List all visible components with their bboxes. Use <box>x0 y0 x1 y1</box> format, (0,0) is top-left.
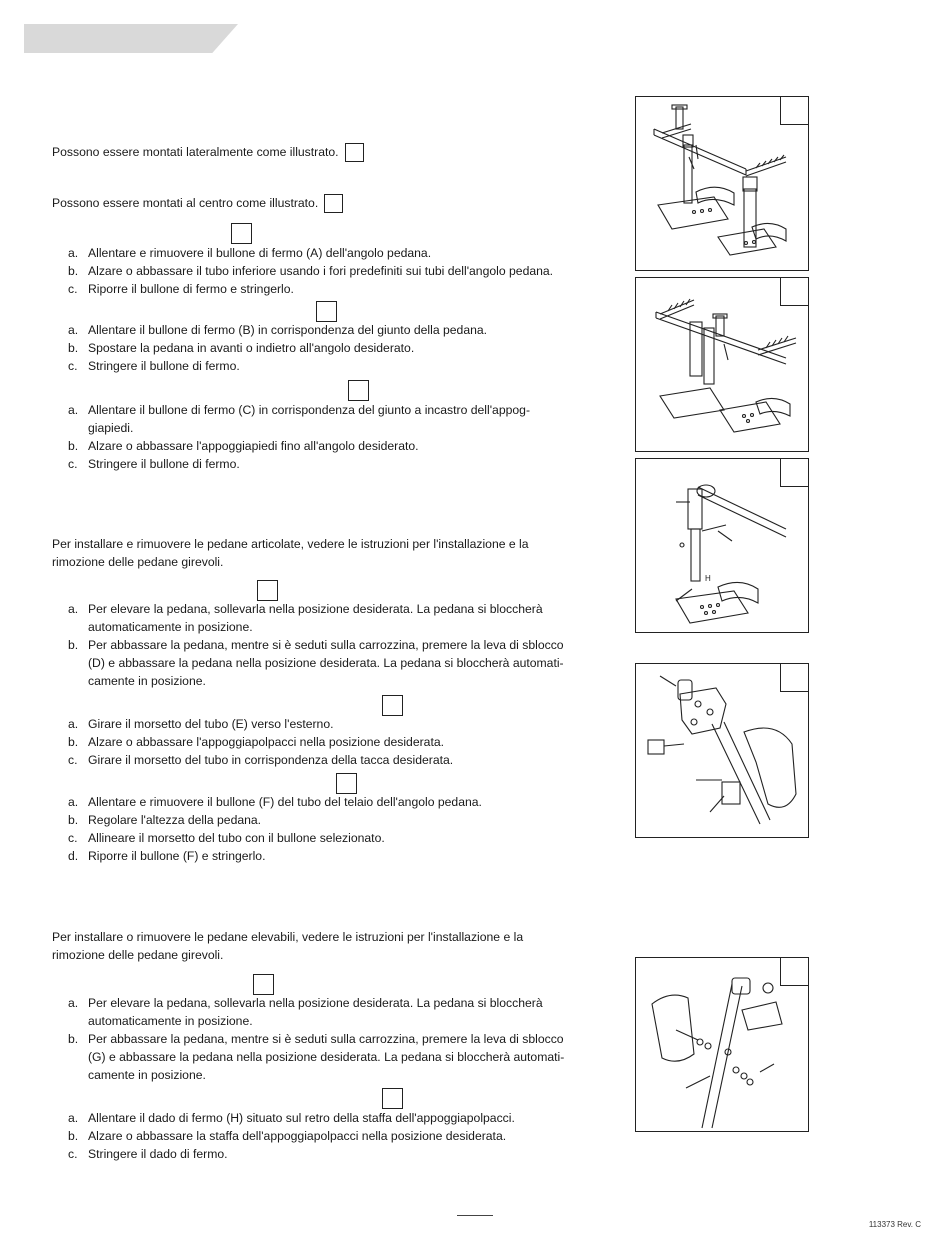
step-item: b. Alzare o abbassare l'appoggiapolpacci nella posizione desiderata. <box>68 735 445 749</box>
step-item: c. Stringere il dado di fermo. <box>68 1147 228 1161</box>
figure-ref-box <box>253 974 274 995</box>
step-item: c. Allineare il morsetto del tubo con il bullone selezionato. <box>68 831 385 845</box>
step-item: a. Allentare e rimuovere il bullone di fermo (A) dell'angolo pedana. <box>68 246 432 260</box>
callout-letter: H <box>705 574 711 583</box>
step-item: b. Alzare o abbassare la staffa dell'appoggiapolpacci nella posizione desiderata. <box>68 1129 507 1143</box>
step-item: a. Allentare il bullone di fermo (B) in corrispondenza del giunto della pedana. <box>68 323 488 337</box>
step-item: a. Per elevare la pedana, sollevarla nella posizione desiderata. La pedana si bloccherà automaticamente in posizione. <box>68 602 543 634</box>
figure-ref-box <box>345 143 364 162</box>
footrest-center-mount-illustration <box>635 277 809 452</box>
step-item: d. Riporre il bullone (F) e stringerlo. <box>68 849 266 863</box>
step-item: a. Allentare il dado di fermo (H) situato sul retro della staffa dell'appoggiapolpacci. <box>68 1111 515 1125</box>
footrest-lateral-mount-illustration <box>635 96 809 271</box>
step-item: a. Girare il morsetto del tubo (E) verso l'esterno. <box>68 717 334 731</box>
articulating-height-steps <box>68 793 482 865</box>
figure-ref-box <box>348 380 369 401</box>
page-number-rule <box>457 1215 493 1216</box>
elevating-intro: Per installare o rimuovere le pedane elevabili, vedere le istruzioni per l'installazione e la rimozione delle pedane girevoli. <box>52 930 524 962</box>
elevating-calf-steps <box>68 1109 515 1163</box>
document-code: 113373 Rev. C <box>868 1220 921 1229</box>
step-item: b. Per abbassare la pedana, mentre si è seduti sulla carrozzina, premere la leva di sblocco (D) e abbassare la pedana nella posizione desiderata. La pedana si bloccherà automati- camente in posizione. <box>68 638 564 688</box>
figure-ref-box <box>316 301 337 322</box>
step-item: b. Alzare o abbassare il tubo inferiore usando i fori predefiniti sui tubi dell'angolo pedana. <box>68 264 554 278</box>
step-item: c. Stringere il bullone di fermo. <box>68 359 240 373</box>
footrest-angle-steps <box>68 321 487 375</box>
section-header-tab <box>24 24 238 53</box>
articulating-intro: Per installare e rimuovere le pedane articolate, vedere le istruzioni per l'installazione e la rimozione delle pedane girevoli. <box>52 537 529 569</box>
figure-ref-box <box>336 773 357 794</box>
step-item: b. Per abbassare la pedana, mentre si è seduti sulla carrozzina, premere la leva di sblocco (G) e abbassare la pedana nella posizione desiderata. La pedana si bloccherà automati- camente in posizione. <box>68 1032 565 1082</box>
figure-ref-box <box>382 695 403 716</box>
angle-height-steps <box>68 244 553 298</box>
calf-pad-clamp-illustration <box>635 663 809 838</box>
footplate-angle-steps <box>68 401 530 473</box>
figure-ref-box <box>231 223 252 244</box>
center-mount-text: Possono essere montati al centro come illustrato. <box>52 194 343 213</box>
step-item: c. Girare il morsetto del tubo in corrispondenza della tacca desiderata. <box>68 753 454 767</box>
step-item: a. Allentare il bullone di fermo (C) in corrispondenza del giunto a incastro dell'appog- giapiedi. <box>68 403 530 435</box>
step-item: c. Riporre il bullone di fermo e stringerlo. <box>68 282 294 296</box>
step-item: b. Spostare la pedana in avanti o indietro all'angolo desiderato. <box>68 341 415 355</box>
figure-ref-box <box>257 580 278 601</box>
articulating-footrest-illustration <box>635 458 809 633</box>
elevating-legrest-illustration <box>635 957 809 1132</box>
elevating-raise-steps <box>68 994 564 1084</box>
articulating-calf-steps <box>68 715 453 769</box>
figure-ref-box <box>382 1088 403 1109</box>
step-item: a. Per elevare la pedana, sollevarla nella posizione desiderata. La pedana si bloccherà automaticamente in posizione. <box>68 996 543 1028</box>
step-item: b. Alzare o abbassare l'appoggiapiedi fino all'angolo desiderato. <box>68 439 419 453</box>
lateral-mount-text: Possono essere montati lateralmente come illustrato. <box>52 143 364 162</box>
figure-ref-box <box>324 194 343 213</box>
step-item: b. Regolare l'altezza della pedana. <box>68 813 262 827</box>
articulating-raise-steps <box>68 600 564 690</box>
step-item: c. Stringere il bullone di fermo. <box>68 457 240 471</box>
step-item: a. Allentare e rimuovere il bullone (F) del tubo del telaio dell'angolo pedana. <box>68 795 482 809</box>
